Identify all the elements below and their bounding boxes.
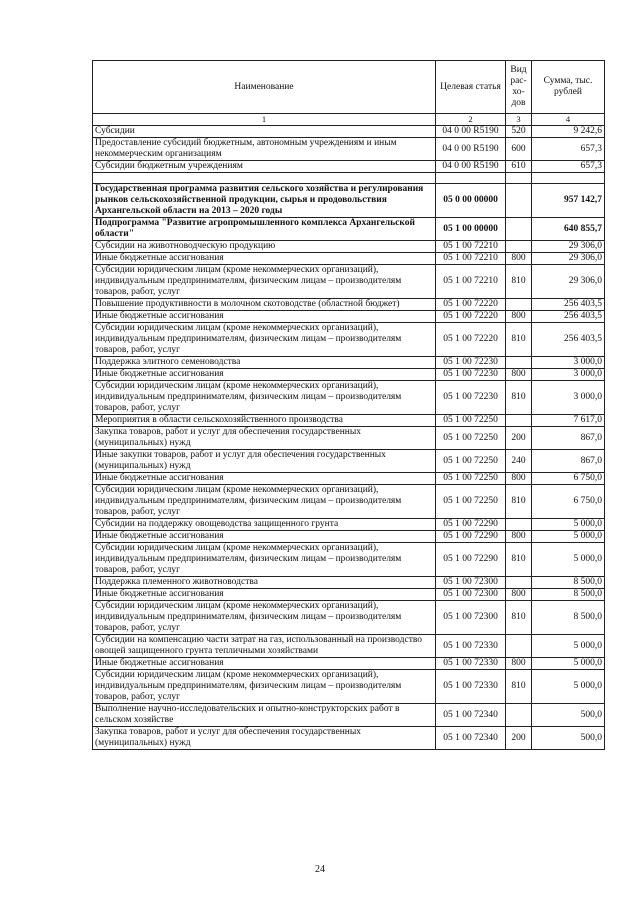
cell-code: 05 1 00 72250	[436, 485, 506, 519]
table-row	[93, 369, 605, 381]
table-row	[93, 473, 605, 485]
table-row	[93, 427, 605, 450]
cell-type: 810	[506, 381, 532, 415]
table-row	[93, 531, 605, 543]
cell-sum: 7 617,0	[532, 415, 605, 427]
table-row	[93, 381, 605, 415]
cell-type: 610	[506, 161, 532, 173]
table-row	[93, 323, 605, 357]
table-row	[93, 126, 605, 138]
table-row	[93, 450, 605, 473]
cell-type: 520	[506, 126, 532, 138]
cell-code: 05 1 00 72230	[436, 381, 506, 415]
cell-type: 810	[506, 670, 532, 704]
cell-name: Субсидии на поддержку овощеводства защищенного грунта	[93, 519, 436, 531]
cell-code: 05 1 00 72210	[436, 253, 506, 265]
cell-sum: 3 000,0	[532, 381, 605, 415]
cell-name: Иные бюджетные ассигнования	[93, 589, 436, 601]
cell-code: 05 1 00 72250	[436, 415, 506, 427]
table-row	[93, 173, 605, 184]
cell-sum: 3 000,0	[532, 369, 605, 381]
cell-type	[506, 415, 532, 427]
cell-type: 810	[506, 601, 532, 635]
cell-sum: 3 000,0	[532, 357, 605, 369]
cell-code: 05 1 00 72300	[436, 601, 506, 635]
cell-type	[506, 241, 532, 253]
cell-name: Государственная программа развития сельского хозяйства и регулирования рынков сельскохозяйственной продукции, сырья и продовольствия Архангельской области на 2013 – 2020 годы	[93, 184, 436, 218]
cell-name: Предоставление субсидий бюджетным, автономным учреждениям и иным некоммерческим организациям	[93, 138, 436, 161]
table-row	[93, 658, 605, 670]
cell-type	[506, 704, 532, 727]
cell-type: 200	[506, 427, 532, 450]
cell-name: Иные бюджетные ассигнования	[93, 531, 436, 543]
cell-name: Выполнение научно-исследовательских и опытно-конструкторских работ в сельском хозяйстве	[93, 704, 436, 727]
table-row	[93, 485, 605, 519]
cell-type: 800	[506, 369, 532, 381]
cell-name: Субсидии	[93, 126, 436, 138]
page-number: 24	[315, 864, 325, 875]
cell-name: Субсидии юридическим лицам (кроме некоммерческих организаций), индивидуальным предпринимателям, физическим лицам – производителям товаров, работ, услуг	[93, 323, 436, 357]
cell-name	[93, 173, 436, 184]
cell-code: 05 1 00 72290	[436, 543, 506, 577]
cell-type	[506, 635, 532, 658]
cell-sum	[532, 173, 605, 184]
cell-type: 800	[506, 589, 532, 601]
cell-type	[506, 173, 532, 184]
cell-type: 200	[506, 727, 532, 750]
table-row	[93, 543, 605, 577]
cell-sum: 5 000,0	[532, 519, 605, 531]
table-row	[93, 519, 605, 531]
table-row	[93, 357, 605, 369]
cell-name: Мероприятия в области сельскохозяйственного производства	[93, 415, 436, 427]
cell-name: Субсидии на компенсацию части затрат на газ, использованный на производство овощей защищенного грунта тепличными хозяйствами	[93, 635, 436, 658]
cell-name: Иные бюджетные ассигнования	[93, 473, 436, 485]
cell-type: 800	[506, 473, 532, 485]
cell-code: 05 1 00 72330	[436, 670, 506, 704]
table-body	[93, 61, 605, 750]
cell-sum: 8 500,0	[532, 577, 605, 589]
cell-type	[506, 299, 532, 311]
cell-sum: 500,0	[532, 704, 605, 727]
cell-code: 04 0 00 R5190	[436, 138, 506, 161]
cell-name: Субсидии юридическим лицам (кроме некоммерческих организаций), индивидуальным предпринимателям, физическим лицам – производителям товаров, работ, услуг	[93, 543, 436, 577]
cell-sum: 29 306,0	[532, 241, 605, 253]
cell-code: 04 0 00 R5190	[436, 126, 506, 138]
cell-code: 05 1 00 72230	[436, 369, 506, 381]
cell-sum: 5 000,0	[532, 531, 605, 543]
column-index: 1	[93, 114, 436, 126]
cell-type: 240	[506, 450, 532, 473]
table-row	[93, 311, 605, 323]
cell-type: 600	[506, 138, 532, 161]
table-row	[93, 415, 605, 427]
table-row	[93, 218, 605, 241]
cell-name: Субсидии юридическим лицам (кроме некоммерческих организаций), индивидуальным предпринимателям, физическим лицам – производителям товаров, работ, услуг	[93, 601, 436, 635]
cell-sum: 29 306,0	[532, 265, 605, 299]
cell-sum: 5 000,0	[532, 635, 605, 658]
cell-code: 05 1 00 72230	[436, 357, 506, 369]
cell-code: 05 1 00 72340	[436, 704, 506, 727]
cell-name: Закупка товаров, работ и услуг для обеспечения государственных (муниципальных) нужд	[93, 427, 436, 450]
cell-sum: 5 000,0	[532, 670, 605, 704]
cell-code: 05 1 00 72210	[436, 241, 506, 253]
cell-sum: 867,0	[532, 450, 605, 473]
table-row	[93, 704, 605, 727]
cell-sum: 8 500,0	[532, 589, 605, 601]
cell-name: Иные бюджетные ассигнования	[93, 658, 436, 670]
cell-name: Субсидии юридическим лицам (кроме некоммерческих организаций), индивидуальным предпринимателям, физическим лицам – производителям товаров, работ, услуг	[93, 485, 436, 519]
cell-name: Подпрограмма "Развитие агропромышленного комплекса Архангельской области"	[93, 218, 436, 241]
cell-code: 05 1 00 72250	[436, 450, 506, 473]
cell-name: Субсидии юридическим лицам (кроме некоммерческих организаций), индивидуальным предпринимателям, физическим лицам – производителям товаров, работ, услуг	[93, 670, 436, 704]
cell-name: Иные закупки товаров, работ и услуг для обеспечения государственных (муниципальных) нужд	[93, 450, 436, 473]
cell-sum: 6 750,0	[532, 485, 605, 519]
cell-type: 810	[506, 323, 532, 357]
cell-code: 05 1 00 72250	[436, 427, 506, 450]
cell-type: 810	[506, 265, 532, 299]
cell-name: Повышение продуктивности в молочном скотоводстве (областной бюджет)	[93, 299, 436, 311]
cell-name: Иные бюджетные ассигнования	[93, 253, 436, 265]
cell-type: 800	[506, 253, 532, 265]
cell-sum: 867,0	[532, 427, 605, 450]
header-name: Наименование	[93, 61, 436, 114]
table-row	[93, 589, 605, 601]
cell-code: 05 1 00 72300	[436, 577, 506, 589]
cell-sum: 256 403,5	[532, 323, 605, 357]
cell-type: 800	[506, 311, 532, 323]
cell-code: 05 1 00 72330	[436, 635, 506, 658]
cell-code: 05 1 00 72300	[436, 589, 506, 601]
cell-sum: 657,3	[532, 138, 605, 161]
cell-sum: 256 403,5	[532, 311, 605, 323]
cell-sum: 657,3	[532, 161, 605, 173]
cell-name: Иные бюджетные ассигнования	[93, 369, 436, 381]
table-row	[93, 635, 605, 658]
cell-name: Субсидии юридическим лицам (кроме некоммерческих организаций), индивидуальным предпринимателям, физическим лицам – производителям товаров, работ, услуг	[93, 265, 436, 299]
cell-sum: 256 403,5	[532, 299, 605, 311]
column-index-row	[93, 114, 605, 126]
table-row	[93, 299, 605, 311]
column-index: 4	[532, 114, 605, 126]
cell-name: Субсидии бюджетным учреждениям	[93, 161, 436, 173]
column-index: 3	[506, 114, 532, 126]
header-type: Вид рас-хо-дов	[506, 61, 532, 114]
cell-name: Субсидии на животноводческую продукцию	[93, 241, 436, 253]
cell-sum: 9 242,6	[532, 126, 605, 138]
table-row	[93, 727, 605, 750]
cell-sum: 6 750,0	[532, 473, 605, 485]
cell-name: Иные бюджетные ассигнования	[93, 311, 436, 323]
table-row	[93, 670, 605, 704]
table-row	[93, 265, 605, 299]
cell-type	[506, 218, 532, 241]
cell-code: 05 1 00 00000	[436, 218, 506, 241]
cell-code: 05 0 00 00000	[436, 184, 506, 218]
cell-code	[436, 173, 506, 184]
table-row	[93, 577, 605, 589]
budget-table	[92, 60, 605, 750]
cell-name: Поддержка элитного семеноводства	[93, 357, 436, 369]
header-sum: Сумма, тыс. рублей	[532, 61, 605, 114]
cell-code: 05 1 00 72210	[436, 265, 506, 299]
cell-code: 05 1 00 72220	[436, 299, 506, 311]
table-row	[93, 253, 605, 265]
cell-code: 05 1 00 72250	[436, 473, 506, 485]
cell-sum: 957 142,7	[532, 184, 605, 218]
cell-code: 05 1 00 72330	[436, 658, 506, 670]
cell-name: Закупка товаров, работ и услуг для обеспечения государственных (муниципальных) нужд	[93, 727, 436, 750]
cell-type	[506, 184, 532, 218]
cell-type: 800	[506, 531, 532, 543]
table-row	[93, 184, 605, 218]
header-code: Целевая статья	[436, 61, 506, 114]
cell-code: 05 1 00 72220	[436, 311, 506, 323]
cell-name: Субсидии юридическим лицам (кроме некоммерческих организаций), индивидуальным предпринимателям, физическим лицам – производителям товаров, работ, услуг	[93, 381, 436, 415]
cell-sum: 5 000,0	[532, 658, 605, 670]
cell-type	[506, 519, 532, 531]
cell-type: 810	[506, 485, 532, 519]
table-row	[93, 241, 605, 253]
table-row	[93, 161, 605, 173]
cell-sum: 29 306,0	[532, 253, 605, 265]
cell-code: 05 1 00 72220	[436, 323, 506, 357]
table-row	[93, 138, 605, 161]
column-index: 2	[436, 114, 506, 126]
cell-type: 800	[506, 658, 532, 670]
cell-type	[506, 357, 532, 369]
document-page	[92, 60, 604, 750]
table-header-row	[93, 61, 605, 114]
table-row	[93, 601, 605, 635]
cell-name: Поддержка племенного животноводства	[93, 577, 436, 589]
cell-code: 05 1 00 72290	[436, 531, 506, 543]
cell-sum: 640 855,7	[532, 218, 605, 241]
cell-sum: 500,0	[532, 727, 605, 750]
cell-code: 04 0 00 R5190	[436, 161, 506, 173]
cell-type	[506, 577, 532, 589]
cell-code: 05 1 00 72290	[436, 519, 506, 531]
cell-sum: 5 000,0	[532, 543, 605, 577]
cell-code: 05 1 00 72340	[436, 727, 506, 750]
cell-type: 810	[506, 543, 532, 577]
cell-sum: 8 500,0	[532, 601, 605, 635]
